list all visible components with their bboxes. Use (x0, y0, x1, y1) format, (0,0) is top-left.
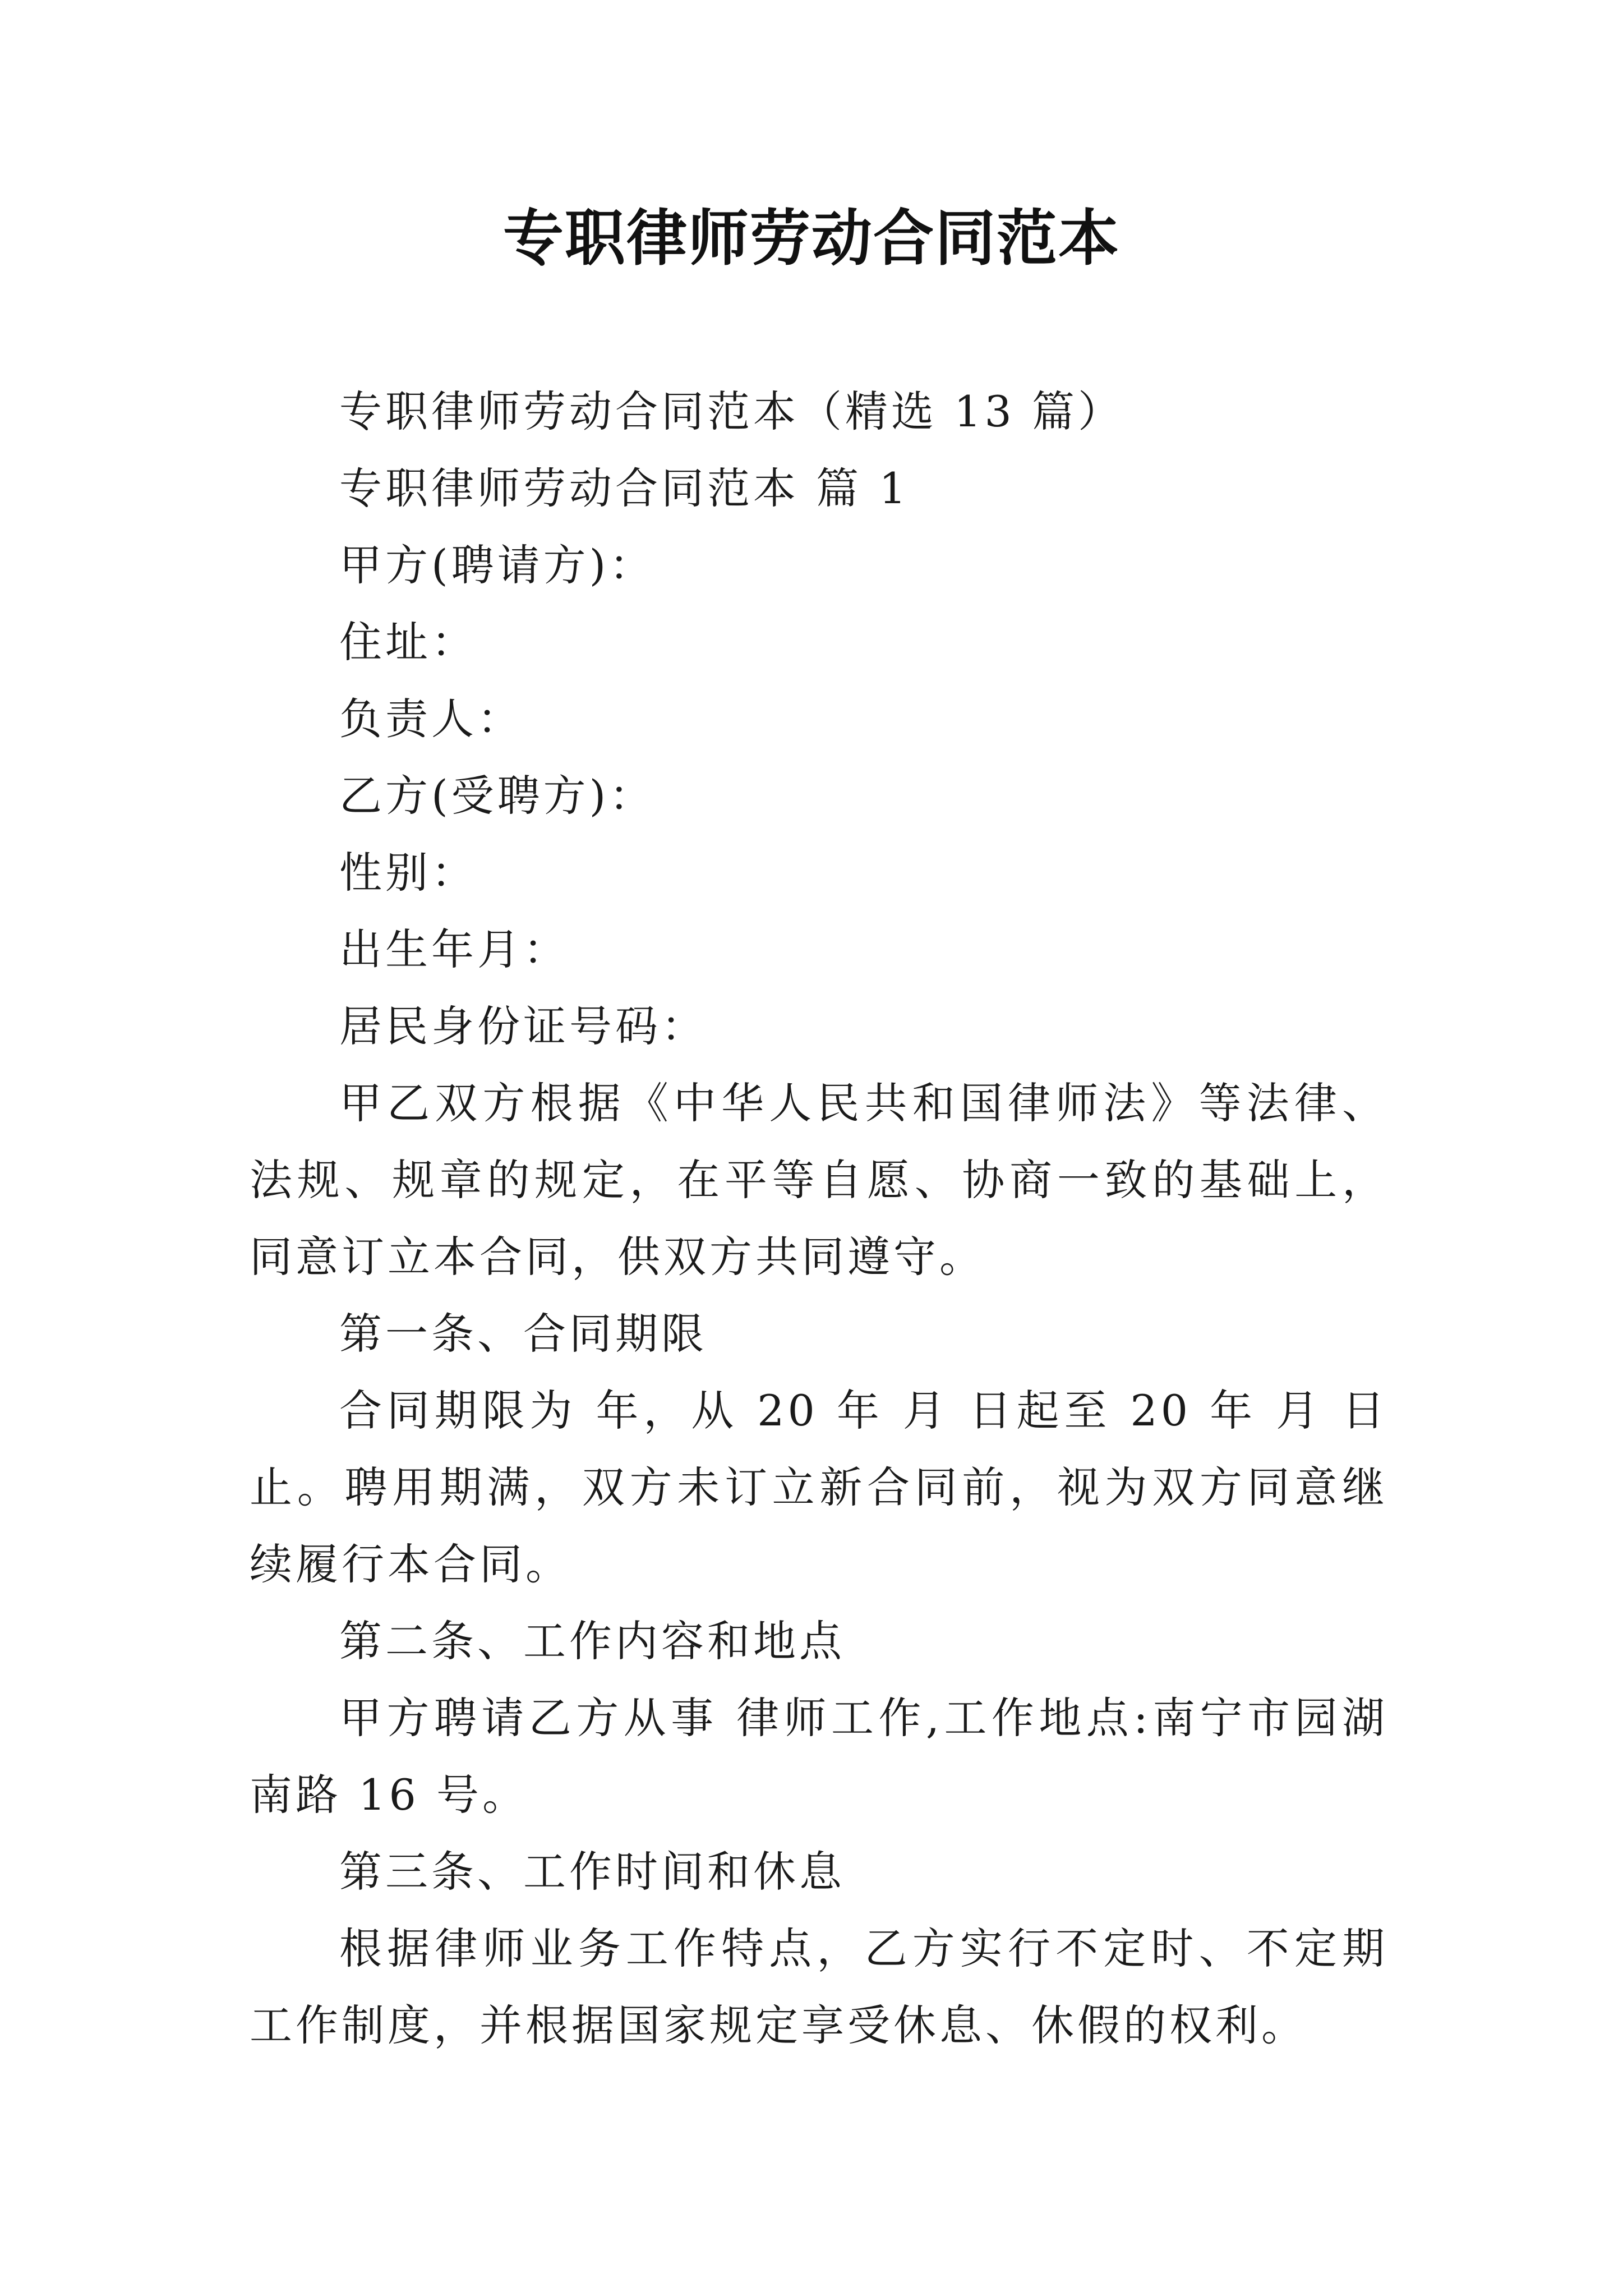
birth-date-field: 出生年月： (339, 924, 569, 974)
document-title: 专职律师劳动合同范本 (502, 203, 1120, 274)
subtitle-line: 专职律师劳动合同范本（精选 13 篇） (339, 386, 1124, 436)
id-number-field: 居民身份证号码： (339, 1001, 707, 1051)
article-1-heading: 第一条、合同期限 (339, 1309, 707, 1359)
article-1-body: 合同期限为 年，从 20 年 月 日起至 20 年 月 日止。聘用期满，双方未订立新合同前，视为双方同意继续履行本合同。 (250, 1386, 1388, 1589)
party-a-field: 甲方(聘请方)： (339, 540, 656, 590)
gender-field: 性别： (339, 848, 477, 898)
address-field: 住址： (339, 617, 477, 667)
article-3-heading: 第三条、工作时间和休息 (339, 1847, 845, 1897)
document-body (250, 373, 1388, 2064)
article-3-body: 根据律师业务工作特点，乙方实行不定时、不定期工作制度，并根据国家规定享受休息、休假的权利。 (250, 1924, 1388, 2050)
article-2-heading: 第二条、工作内容和地点 (339, 1616, 845, 1666)
article-2-body: 甲方聘请乙方从事 律师工作,工作地点:南宁市园湖南路 16 号。 (250, 1693, 1388, 1820)
party-b-field: 乙方(受聘方)： (339, 771, 656, 821)
preamble-paragraph: 甲乙双方根据《中华人民共和国律师法》等法律、法规、规章的规定，在平等自愿、协商一致的基础上，同意订立本合同，供双方共同遵守。 (250, 1078, 1388, 1282)
section-heading: 专职律师劳动合同范本 篇 1 (339, 463, 910, 513)
responsible-person-field: 负责人： (339, 694, 523, 744)
